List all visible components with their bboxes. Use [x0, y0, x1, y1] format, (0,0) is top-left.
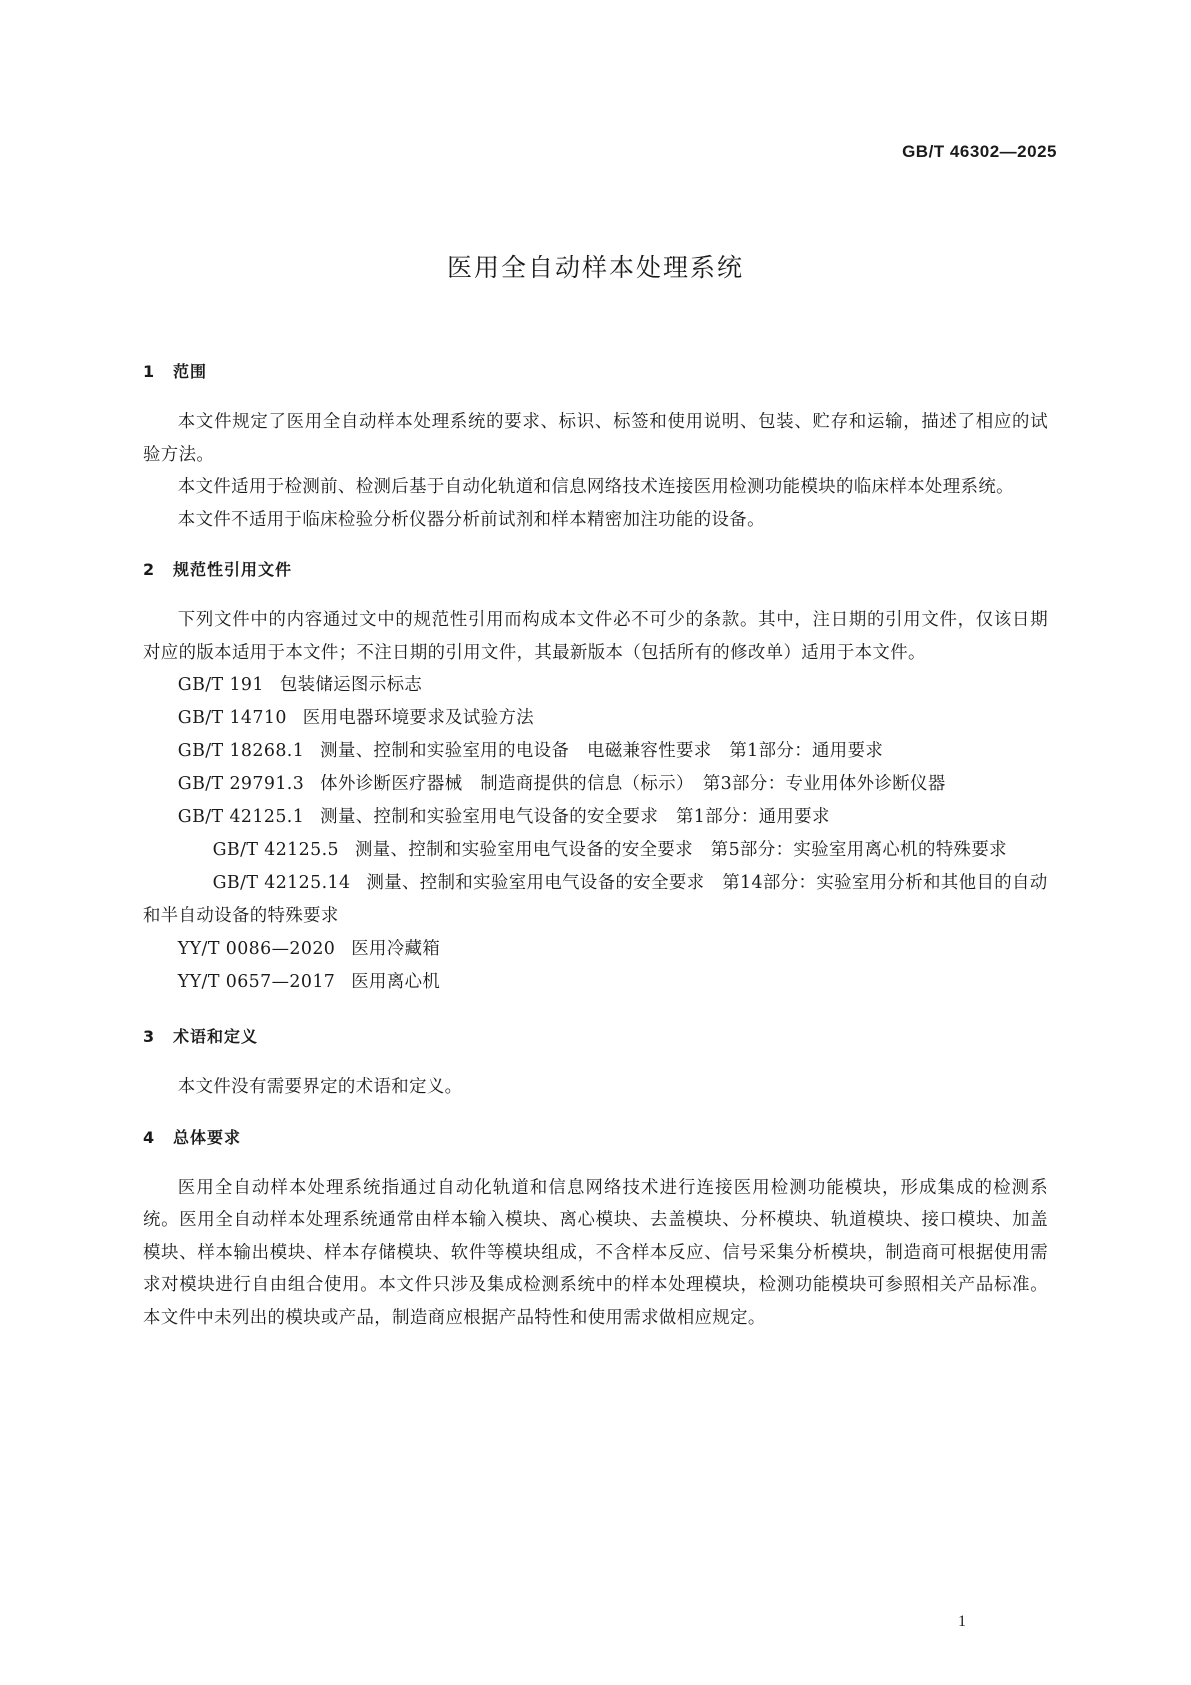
standard-code: GB/T 46302—2025 [902, 142, 1057, 161]
reference-code: GB/T 29791.3 [177, 774, 305, 794]
paragraph: 医用全自动样本处理系统指通过自动化轨道和信息网络技术进行连接医用检测功能模块，形成集成的检测系统。医用全自动样本处理系统通常由样本输入模块、离心模块、去盖模块、分杯模块、轨道模块、接口模块、加盖模块、样本输出模块、样本存储模块、软件等模块组成，不含样本反应、信号采集分析模块，制造商可根据使用需求对模块进行自由组合使用。本文件只涉及集成检测系统中的样本处理模块，检测功能模块可参照相关产品标准。本文件中未列出的模块或产品，制造商应根据产品特性和使用需求做相应规定。 [143, 1177, 1048, 1328]
section-number: 3 [143, 1027, 156, 1046]
paragraph: 本文件规定了医用全自动样本处理系统的要求、标识、标签和使用说明、包装、贮存和运输，描述了相应的试验方法。 [143, 412, 1048, 465]
reference-item [143, 966, 1048, 999]
reference-code: YY/T 0086—2020 [177, 939, 336, 959]
reference-title: 医用冷藏箱 [351, 939, 441, 959]
reference-title: 测量、控制和实验室用电气设备的安全要求 第5部分：实验室用离心机的特殊要求 [354, 840, 1007, 860]
paragraph: 本文件不适用于临床检验分析仪器分析前试剂和样本精密加注功能的设备。 [177, 509, 765, 530]
reference-item [143, 768, 1048, 801]
reference-title: 测量、控制和实验室用电气设备的安全要求 第14部分：实验室用分析和其他目的自动和半自动设备的特殊要求 [143, 873, 1048, 926]
reference-code: GB/T 191 [177, 675, 264, 695]
section-heading-general-requirements [143, 1124, 1048, 1152]
document-title: 医用全自动样本处理系统 [446, 253, 744, 282]
reference-item [143, 933, 1048, 966]
section-title: 范围 [173, 362, 208, 381]
reference-code: GB/T 18268.1 [177, 741, 305, 761]
section-number: 1 [143, 362, 156, 381]
reference-code: YY/T 0657—2017 [177, 972, 336, 992]
page-number: 1 [958, 1613, 966, 1630]
reference-item [143, 801, 1048, 834]
reference-title: 包装储运图示标志 [279, 675, 423, 695]
reference-title: 体外诊断医疗器械 制造商提供的信息（标示） 第3部分：专业用体外诊断仪器 [320, 774, 946, 794]
reference-item [143, 867, 1048, 933]
section-heading-terms-definitions [143, 1023, 1048, 1051]
reference-item [143, 834, 1048, 867]
document-body [143, 358, 1048, 1334]
reference-title: 测量、控制和实验室用的电设备 电磁兼容性要求 第1部分：通用要求 [320, 741, 884, 761]
reference-item [143, 669, 1048, 702]
section-title: 规范性引用文件 [173, 560, 293, 579]
paragraph: 下列文件中的内容通过文中的规范性引用而构成本文件必不可少的条款。其中，注日期的引用文件，仅该日期对应的版本适用于本文件；不注日期的引用文件，其最新版本（包括所有的修改单）适用于本文件。 [143, 610, 1048, 663]
reference-code: GB/T 42125.5 [212, 840, 339, 860]
reference-code: GB/T 42125.14 [212, 873, 351, 893]
section-number: 4 [143, 1127, 156, 1147]
reference-item [143, 702, 1048, 735]
reference-code: GB/T 14710 [177, 708, 287, 728]
section-number: 2 [143, 560, 156, 579]
section-title: 总体要求 [173, 1127, 242, 1147]
section-heading-scope [143, 358, 1048, 386]
section-heading-normative-references [143, 556, 1048, 584]
paragraph: 本文件没有需要界定的术语和定义。 [177, 1077, 463, 1097]
section-title: 术语和定义 [173, 1027, 259, 1046]
reference-code: GB/T 42125.1 [177, 807, 305, 827]
reference-item [143, 735, 1048, 768]
paragraph: 本文件适用于检测前、检测后基于自动化轨道和信息网络技术连接医用检测功能模块的临床样本处理系统。 [177, 477, 1014, 497]
reference-title: 测量、控制和实验室用电气设备的安全要求 第1部分：通用要求 [320, 807, 830, 827]
reference-title: 医用电器环境要求及试验方法 [302, 708, 535, 728]
reference-title: 医用离心机 [351, 972, 441, 992]
